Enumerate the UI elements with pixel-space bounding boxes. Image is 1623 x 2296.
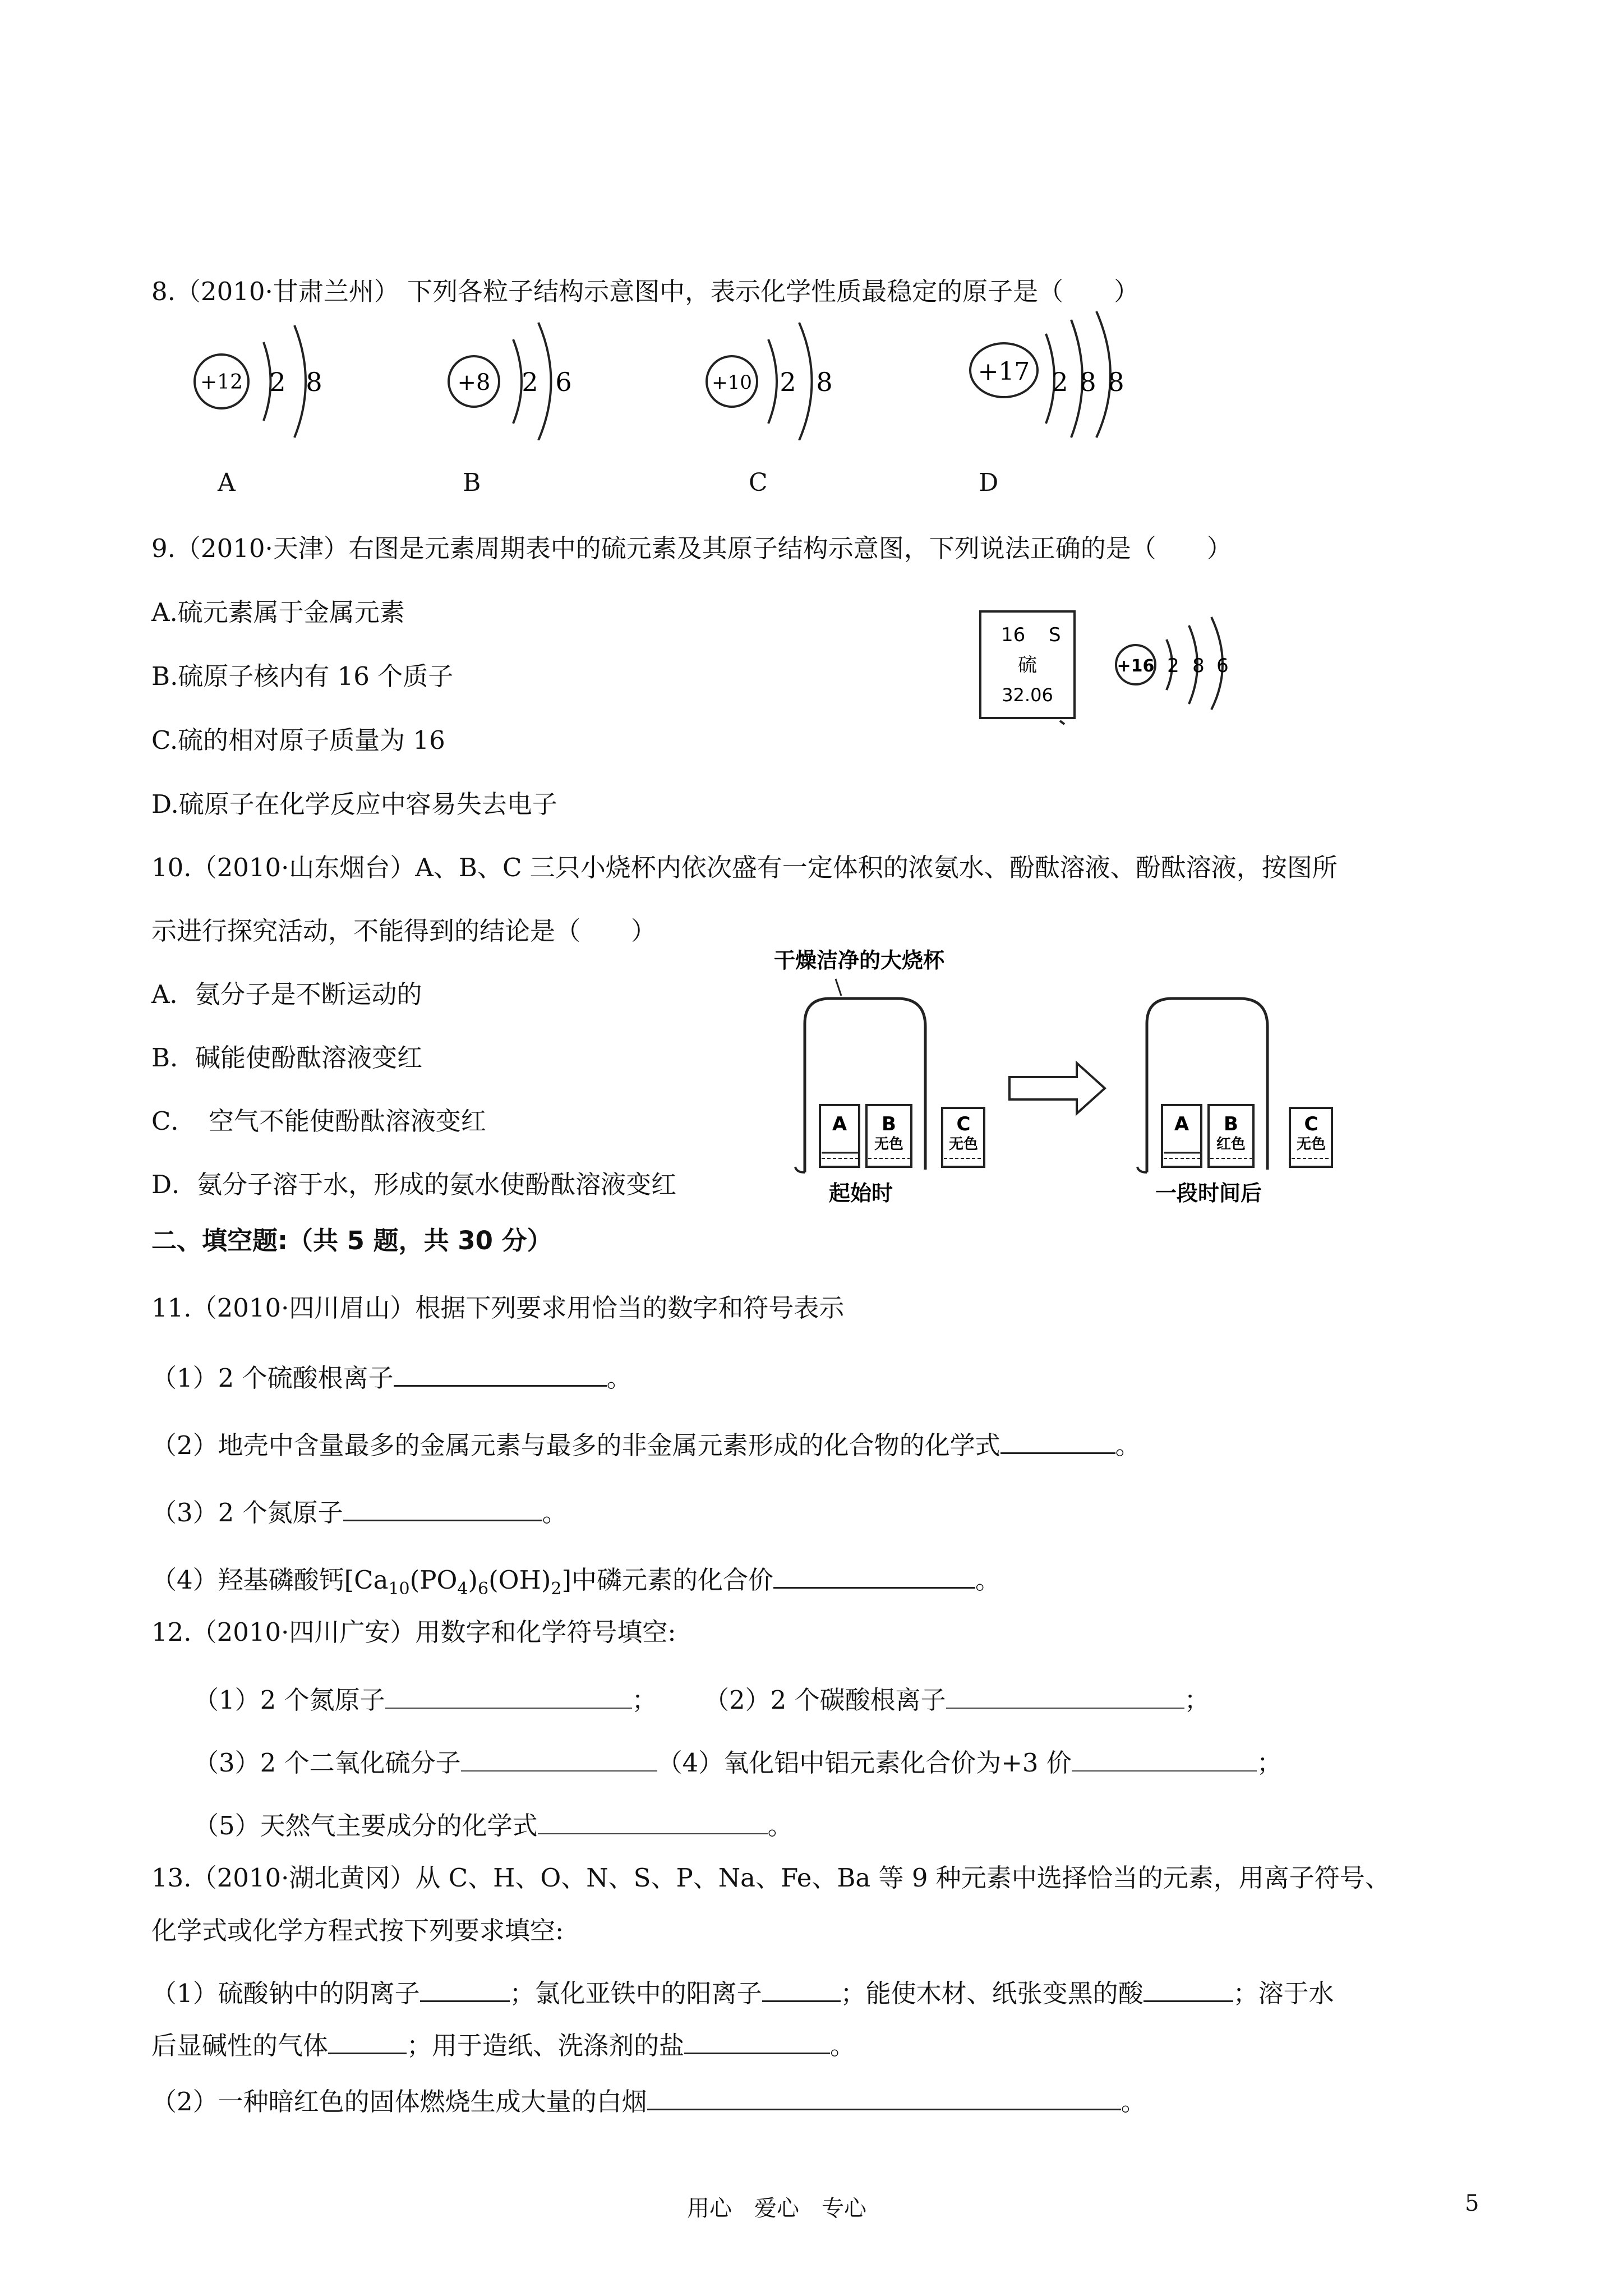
atom-diagram-d [970, 311, 1124, 438]
q11-stem: 11.（2010·四川眉山）根据下列要求用恰当的数字和符号表示 [151, 1293, 845, 1323]
svg-text:B: B [882, 1113, 896, 1135]
q13-part2: （2）一种暗红色的固体燃烧生成大量的白烟 。 [151, 2084, 1146, 2119]
q13-part1-line1: （1）硫酸钠中的阴离子 ；氯化亚铁中的阳离子 ；能使木材、纸张变黑的酸 ；溶于水 [151, 1976, 1334, 2010]
q13-blank1[interactable] [420, 1976, 510, 2002]
q12-blank3[interactable] [461, 1746, 657, 1772]
q10-option-a: A．氨分子是不断运动的 [151, 979, 422, 1009]
svg-text:8: 8 [306, 367, 322, 397]
q10-option-d: D．氨分子溶于水，形成的氨水使酚酞溶液变红 [151, 1170, 677, 1199]
q9-option-d: D.硫原子在化学反应中容易失去电子 [151, 789, 557, 819]
page-number: 5 [1465, 2191, 1479, 2216]
q13-blank3[interactable] [1144, 1976, 1233, 2002]
svg-text:6: 6 [555, 367, 572, 397]
nucleus-a: +12 [200, 371, 243, 394]
q9-option-c: C.硫的相对原子质量为 16 [151, 725, 445, 755]
section-heading: 二、填空题:（共 5 题，共 30 分） [151, 1226, 552, 1255]
q13-blank6[interactable] [647, 2084, 1121, 2110]
svg-text:B: B [1224, 1113, 1238, 1135]
q11-part1: （1）2 个硫酸根离子 。 [151, 1360, 632, 1395]
q12-blank4[interactable] [1072, 1746, 1257, 1772]
footer-motto: 用心 爱心 专心 [687, 2196, 866, 2221]
svg-text:一段时间后: 一段时间后 [1155, 1181, 1262, 1205]
svg-text:8: 8 [1080, 367, 1096, 397]
svg-text:+16: +16 [1117, 656, 1155, 676]
q13-stem-line2: 化学式或化学方程式按下列要求填空: [151, 1916, 564, 1945]
svg-text:A: A [832, 1113, 847, 1135]
svg-text:8: 8 [1192, 655, 1205, 677]
q10-stem-line2: 示进行探究活动，不能得到的结论是（ ） [151, 916, 657, 946]
svg-text:+10: +10 [712, 371, 752, 394]
q12-blank1[interactable] [385, 1683, 632, 1709]
svg-text:2: 2 [1167, 655, 1179, 677]
svg-text:2: 2 [269, 367, 286, 397]
svg-text:2: 2 [780, 367, 796, 397]
q9-stem: 9.（2010·天津）右图是元素周期表中的硫元素及其原子结构示意图，下列说法正确的是（ ） [151, 533, 1232, 563]
q10-option-c: C． 空气不能使酚酞溶液变红 [151, 1106, 486, 1136]
q11-blank4[interactable] [773, 1562, 975, 1589]
svg-text:8: 8 [1108, 367, 1124, 397]
svg-text:无色: 无色 [948, 1136, 979, 1153]
q12-stem: 12.（2010·四川广安）用数字和化学符号填空: [151, 1617, 676, 1647]
q10-stem-line1: 10.（2010·山东烟台）A、B、C 三只小烧杯内依次盛有一定体积的浓氨水、酚酞溶液、酚酞溶液，按图所 [151, 853, 1338, 882]
q13-blank2[interactable] [762, 1976, 841, 2002]
q13-blank4[interactable] [328, 2028, 407, 2054]
svg-text:红色: 红色 [1216, 1136, 1246, 1153]
atom-diagram-a [195, 325, 322, 438]
svg-text:+8: +8 [457, 370, 491, 395]
q12-part1: （1）2 个氮原子 ； [193, 1683, 657, 1717]
svg-text:硫: 硫 [1018, 654, 1037, 677]
q9-option-a: A.硫元素属于金属元素 [151, 597, 405, 627]
q12-part3: （3）2 个二氧化硫分子 （4）氧化铝中铝元素化合价为+3 价 ； [193, 1746, 1282, 1780]
svg-text:干燥洁净的大烧杯: 干燥洁净的大烧杯 [774, 948, 945, 973]
svg-text:16: 16 [1001, 624, 1026, 646]
svg-text:8: 8 [816, 367, 833, 397]
q8-label-b: B [463, 468, 481, 497]
svg-text:无色: 无色 [1296, 1136, 1326, 1153]
svg-text:C: C [956, 1113, 971, 1135]
q8-label-a: A [218, 468, 236, 497]
atom-diagram-c [707, 323, 833, 440]
svg-text:无色: 无色 [874, 1136, 904, 1153]
svg-text:C: C [1304, 1113, 1318, 1135]
q11-blank1[interactable] [394, 1360, 607, 1387]
svg-text:+17: +17 [978, 357, 1030, 386]
q11-part3: （3）2 个氮原子 。 [151, 1495, 568, 1530]
q12-part2: （2）2 个碳酸根离子 ； [704, 1683, 1210, 1717]
sulfur-element-figure [976, 609, 1267, 729]
q12-blank2[interactable] [946, 1683, 1184, 1709]
q11-blank3[interactable] [343, 1495, 542, 1521]
svg-text:S: S [1049, 624, 1061, 646]
q11-part2: （2）地壳中含量最多的金属元素与最多的非金属元素形成的化合物的化学式 。 [151, 1428, 1141, 1462]
q13-blank5[interactable] [684, 2028, 830, 2054]
svg-text:起始时: 起始时 [828, 1181, 893, 1205]
q8-stem: 8.（2010·甘肃兰州） 下列各粒子结构示意图中，表示化学性质最稳定的原子是（ ） [151, 277, 1140, 306]
q8-label-c: C [749, 468, 768, 497]
q13-part1-line2: 后显碱性的气体 ；用于造纸、洗涤剂的盐 。 [151, 2028, 855, 2063]
q12-part5: （5）天然气主要成分的化学式 。 [193, 1809, 793, 1843]
svg-text:6: 6 [1216, 655, 1229, 677]
q12-blank5[interactable] [538, 1809, 768, 1834]
q9-option-b: B.硫原子核内有 16 个质子 [151, 661, 454, 691]
svg-text:2: 2 [522, 367, 538, 397]
q11-part4: （4）羟基磷酸钙$[Ca_{10}(PO_4)_6(OH)_2]$中磷元素的化合价 。 [151, 1562, 1000, 1606]
svg-text:32.06: 32.06 [1002, 684, 1053, 706]
atom-diagram-b [449, 323, 572, 440]
q13-stem-line1: 13.（2010·湖北黄冈）从 C、H、O、N、S、P、Na、Fe、Ba 等 9 种元素中选择恰当的元素，用离子符号、 [151, 1863, 1390, 1893]
ammonia-experiment-figure [774, 937, 1419, 1217]
svg-text:A: A [1174, 1113, 1189, 1135]
q8-atom-diagrams [185, 311, 1166, 440]
svg-text:2: 2 [1052, 367, 1068, 397]
q8-label-d: D [979, 468, 999, 497]
q11-blank2[interactable] [1000, 1428, 1115, 1454]
q10-option-b: B．碱能使酚酞溶液变红 [151, 1043, 423, 1073]
